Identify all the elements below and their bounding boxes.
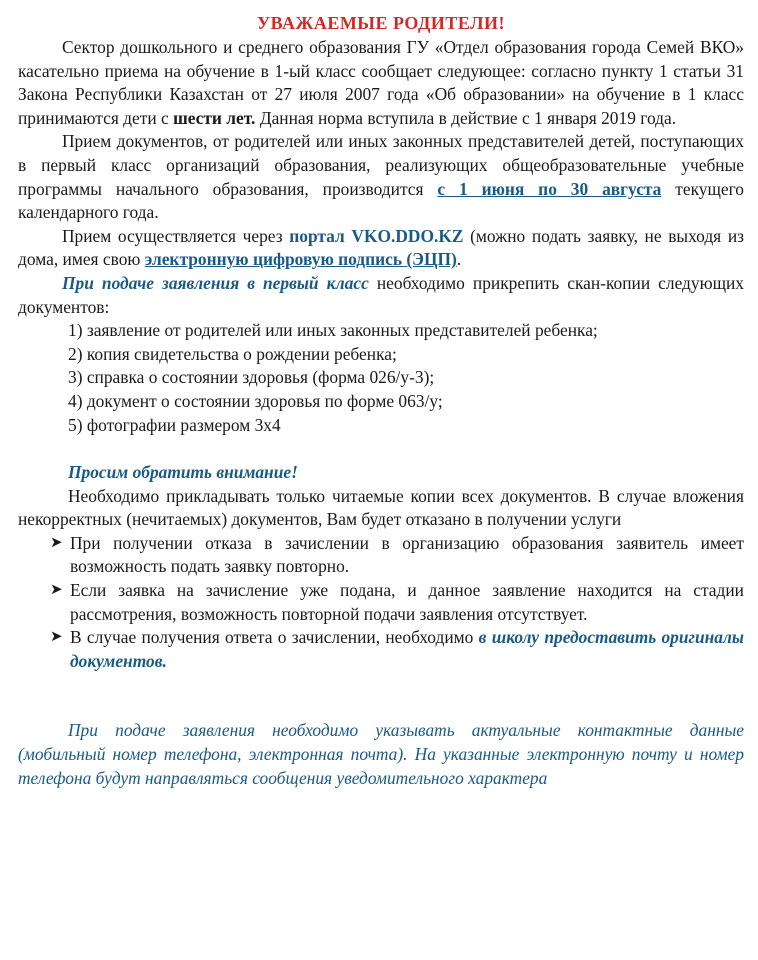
document-period-text-end: текущего календарного года. <box>18 178 744 223</box>
page-title: УВАЖАЕМЫЕ РОДИТЕЛИ! <box>256 13 506 33</box>
list-item <box>50 532 744 579</box>
contact-notice: При подаче заявления необходимо указывать актуальные контактные данные (мобильный номер телефона, электронная почта). На указанные электронную почту и номер телефона будут направляться сообщения уведомительного характера <box>18 720 744 788</box>
arrow-bullet-icon: ➤ <box>50 629 63 646</box>
list-item <box>50 626 744 673</box>
paragraph-documents-intro <box>18 272 744 319</box>
bullet-text: В случае получения ответа о зачислении, необходимо <box>70 627 479 648</box>
bullet-text: При получении отказа в зачислении в организацию образования заявитель имеет возможность подать заявку повторно. <box>70 532 744 577</box>
portal-text-end: . <box>456 249 462 270</box>
attention-text: Необходимо прикладывать только читаемые копии всех документов. В случае вложения некорректных (нечитаемых) документов, Вам будет отказано в получении услуги <box>18 485 744 530</box>
admission-age-bold: шести лет. <box>173 107 256 128</box>
admission-age-text: Сектор дошкольного и среднего образования ГУ «Отдел образования города Семей ВКО» касательно приема на обучение в 1-ый класс сообщает следующее: согласно пункту 1 статьи 31 Закона Республики Казахстан от 27 июля 2007 года «Об образовании» на обучение в 1 класс принимаются дети с <box>18 37 744 128</box>
spacer <box>18 437 744 461</box>
paragraph-admission-age <box>18 36 744 130</box>
list-item: 4) документ о состоянии здоровья по форме 063/у; <box>68 390 443 411</box>
list-item: 5) фотографии размером 3х4 <box>68 414 281 435</box>
bullet-text: Если заявка на зачисление уже подана, и данное заявление находится на стадии рассмотрения, возможность повторной подачи заявления отсутствует. <box>70 580 744 624</box>
spacer <box>18 673 744 719</box>
list-item: 1) заявление от родителей или иных законных представителей ребенка; <box>68 320 598 341</box>
list-item: 3) справка о состоянии здоровья (форма 026/у-3); <box>68 367 435 388</box>
documents-list <box>18 319 744 437</box>
portal-text-mid: (можно подать заявку, не выходя из дома, имея свою <box>18 225 744 270</box>
list-item <box>50 579 744 626</box>
portal-name: портал VKO.DDO.KZ <box>289 225 464 246</box>
attention-heading: Просим обратить внимание! <box>68 462 298 483</box>
arrow-bullet-icon: ➤ <box>50 534 63 551</box>
portal-text: Прием осуществляется через <box>62 225 290 246</box>
documents-intro-emphasis: При подаче заявления в первый класс <box>62 272 369 293</box>
paragraph-portal <box>18 225 744 272</box>
documents-intro-text: необходимо прикрепить скан-копии следующих документов: <box>18 272 744 317</box>
document-period-dates: с 1 июня по 30 августа <box>437 178 662 199</box>
document-period-text: Прием документов, от родителей или иных законных представителей детей, поступающих в первый класс организаций образования, реализующих общеобразовательные учебные программы начального образования, производится <box>18 131 744 199</box>
list-item: 2) копия свидетельства о рождении ребенка; <box>68 343 397 364</box>
admission-age-text-end: Данная норма вступила в действие с 1 января 2019 года. <box>255 107 677 128</box>
bullet-emphasis: в школу предоставить оригиналы документов. <box>70 627 744 671</box>
arrow-bullet-icon: ➤ <box>50 582 63 599</box>
attention-bullets <box>18 532 744 674</box>
paragraph-document-period <box>18 130 744 224</box>
digital-signature-link: электронную цифровую подпись (ЭЦП) <box>144 249 457 270</box>
